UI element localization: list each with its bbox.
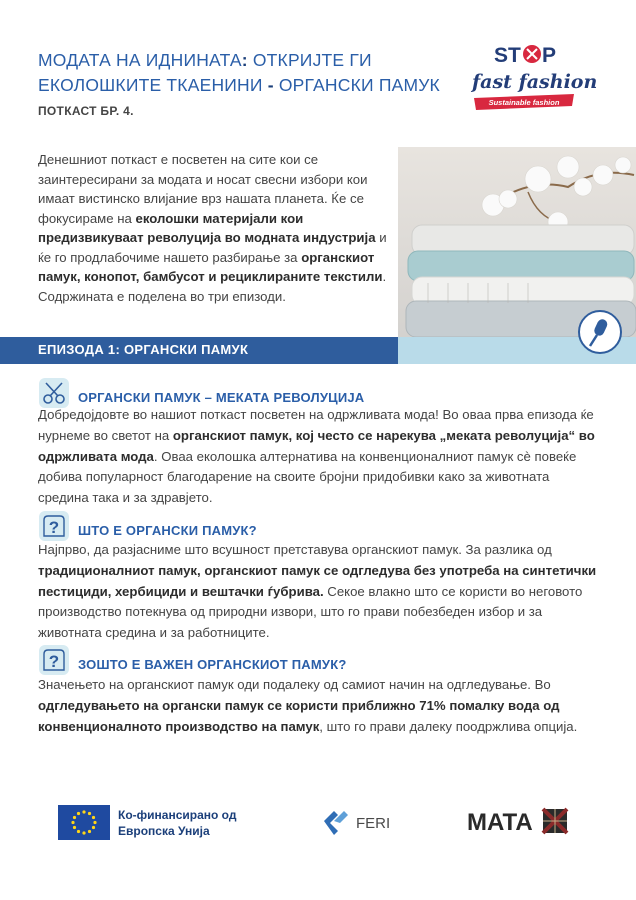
podcast-number: ПОТКАСТ БР. 4. [38,104,134,118]
logo-stop-right: P [542,44,557,67]
intro-paragraph [38,150,390,306]
page-title [38,48,458,98]
title-colon: : [241,50,248,70]
section-3-bold-1: одгледувањето на органски памук се користи приближно 71% помалку вода од конвенционалното производство на памук [38,697,560,734]
logo-main: fast fashion [472,71,598,93]
intro-text-2: и ќе го продлабочиме нашето разбирање за [38,230,387,265]
matax-text: MATA [467,809,533,836]
eu-line-1: Ко-финансирано од [118,808,237,822]
section-3-text-2: , што го прави далеку поодржлива опција. [319,718,578,734]
svg-text:?: ? [48,518,60,537]
section-heading-3: ЗОШТО Е ВАЖЕН ОРГАНСКИОТ ПАМУК? [78,657,347,672]
section-2-text-2: Секое влакно што се користи во неговото производство потекнува од природни извори, што го прави побезбеден избор и за животната средина и за работниците. [38,583,583,641]
section-1-bold-1: органскиот памук, кој често се нарекува „меката револуција“ во одржливата мода [38,427,595,464]
svg-text:?: ? [48,652,60,671]
section-paragraph-3 [38,675,598,737]
section-2-text-1: Најпрво, да разјасниме што всушност претставува органскиот памук. За разлика од [38,542,552,557]
matax-logo [467,808,571,834]
section-1-text-1: Добредојдовте во нашиот поткаст посветен на одржливата мода! Во оваа прва епизода ќе нурнеме во светот на [38,407,594,443]
title-part-3: ОРГАНСКИ ПАМУК [273,75,440,95]
intro-bold-1: еколошки материјали кои предизвикуваат револуција во модната индустрија [38,210,376,245]
section-3-text-1: Значењето на органскиот памук оди подалеку од самиот начин на одгледување. Во [38,677,551,692]
eu-flag-icon [58,805,110,840]
section-heading-1: ОРГАНСКИ ПАМУК – МЕКАТА РЕВОЛУЦИЈА [78,390,365,405]
intro-text-3: . Содржината е поделена во три епизоди. [38,269,387,304]
logo-stop-left: ST [494,44,521,67]
section-paragraph-1 [38,405,598,509]
intro-bold-2: органскиот памук, конопот, бамбусот и рециклираните текстили [38,249,383,284]
title-dash: - [267,75,274,95]
matax-x-icon [543,809,567,833]
question-mark-icon [38,644,70,676]
section-1-text-2: . Оваа еколошка алтернатива на конвенционалниот памук сè повеќе добива популарност благодарение на своите бројни придобивки како за животната средина така и за здравјето. [38,448,577,506]
title-part-1: МОДАТА НА ИДНИНАТА [38,50,242,70]
feri-logo [320,805,390,839]
logo-stop-circle-icon [523,45,541,63]
section-paragraph-2 [38,540,598,644]
feri-text: FERI [356,815,391,832]
intro-text-1: Денешниот поткаст е посветен на сите кои се заинтересирани за модата и носат свесни избори кои имаат вистинско влијание врз нашата планета. Ќе се фокусираме на [38,152,368,226]
episode-title: ЕПИЗОДА 1: ОРГАНСКИ ПАМУК [38,342,249,357]
question-mark-icon [38,510,70,542]
eu-line-2: Европска Унија [118,824,210,838]
stop-fast-fashion-logo [468,40,598,120]
title-part-2: ОТКРИЈТЕ ГИ ЕКОЛОШКИТЕ ТКАЕНИНИ [38,50,372,95]
section-heading-2: ШТО Е ОРГАНСКИ ПАМУК? [78,523,257,538]
section-2-bold-1: традиционалниот памук, органскиот памук се одгледува без употреба на синтетички пестициди, хербициди и вештачки ѓубрива. [38,562,597,599]
logo-tagline: Sustainable fashion [488,98,560,107]
microphone-icon [576,308,624,356]
eu-cofunding-text [118,807,236,839]
